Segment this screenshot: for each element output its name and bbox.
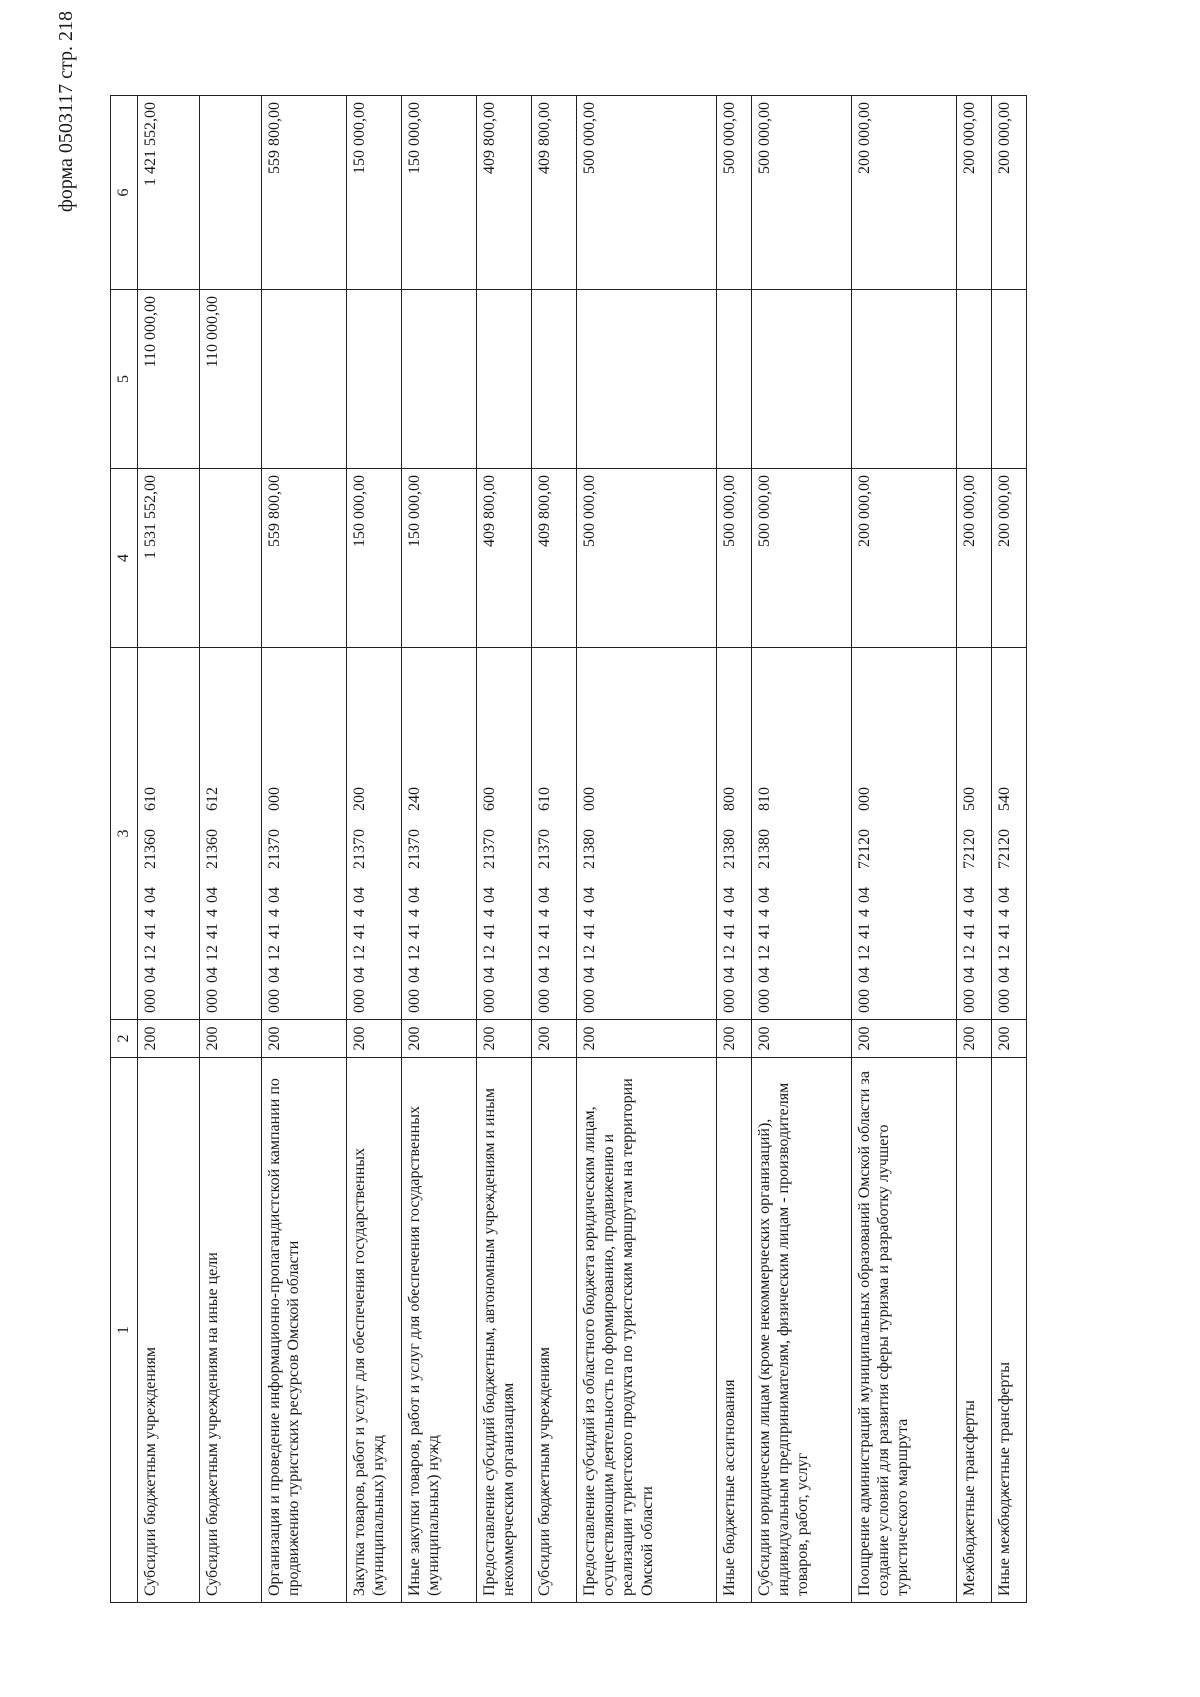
- row-remaining: 150 000,00: [347, 96, 402, 290]
- row-name: Предоставление субсидий бюджетным, автономным учреждениям и иным некоммерческим организациям: [477, 1058, 532, 1603]
- budget-table: [110, 95, 1027, 1603]
- table-row: [477, 96, 532, 1603]
- row-executed: [717, 290, 752, 469]
- table-row: [532, 96, 577, 1603]
- row-remaining: [200, 96, 262, 290]
- row-budget-code: 000 04 12 41 4 04 21370 610: [532, 648, 577, 1020]
- row-executed: [957, 290, 992, 469]
- row-approved: 409 800,00: [477, 469, 532, 648]
- row-remaining: 200 000,00: [957, 96, 992, 290]
- table-row: [200, 96, 262, 1603]
- row-name: Субсидии бюджетным учреждениям на иные цели: [200, 1058, 262, 1603]
- row-name: Иные межбюджетные трансферты: [992, 1058, 1027, 1603]
- row-line-code: 200: [347, 1020, 402, 1058]
- row-remaining: 409 800,00: [477, 96, 532, 290]
- header-cell-4: 4: [111, 469, 138, 648]
- table-row: [402, 96, 477, 1603]
- row-approved: 500 000,00: [577, 469, 717, 648]
- row-approved: 200 000,00: [992, 469, 1027, 648]
- row-budget-code: 000 04 12 41 4 04 21380 800: [717, 648, 752, 1020]
- row-executed: [752, 290, 852, 469]
- row-budget-code: 000 04 12 41 4 04 21370 240: [402, 648, 477, 1020]
- row-line-code: 200: [262, 1020, 347, 1058]
- row-executed: [477, 290, 532, 469]
- table-row: [138, 96, 200, 1603]
- row-budget-code: 000 04 12 41 4 04 72120 500: [957, 648, 992, 1020]
- table-row: [957, 96, 992, 1603]
- rotated-page: [55, 11, 1120, 1603]
- row-remaining: 200 000,00: [992, 96, 1027, 290]
- table-row: [717, 96, 752, 1603]
- header-cell-3: 3: [111, 648, 138, 1020]
- row-line-code: 200: [852, 1020, 957, 1058]
- table-row: [752, 96, 852, 1603]
- row-executed: [532, 290, 577, 469]
- row-budget-code: 000 04 12 41 4 04 72120 540: [992, 648, 1027, 1020]
- header-cell-5: 5: [111, 290, 138, 469]
- row-budget-code: 000 04 12 41 4 04 21360 610: [138, 648, 200, 1020]
- header-cell-1: 1: [111, 1058, 138, 1603]
- row-line-code: 200: [992, 1020, 1027, 1058]
- row-approved: 500 000,00: [752, 469, 852, 648]
- row-executed: [402, 290, 477, 469]
- row-name: Субсидии юридическим лицам (кроме некоммерческих организаций), индивидуальным предпринимателям, физическим лицам - производителям товаров, работ, услуг: [752, 1058, 852, 1603]
- row-line-code: 200: [138, 1020, 200, 1058]
- row-name: Закупка товаров, работ и услуг для обеспечения государственных (муниципальных) нужд: [347, 1058, 402, 1603]
- header-cell-2: 2: [111, 1020, 138, 1058]
- header-cell-6: 6: [111, 96, 138, 290]
- row-approved: 200 000,00: [957, 469, 992, 648]
- row-name: Организация и проведение информационно-пропагандистской кампании по продвижению туристских ресурсов Омской области: [262, 1058, 347, 1603]
- row-executed: 110 000,00: [200, 290, 262, 469]
- row-remaining: 1 421 552,00: [138, 96, 200, 290]
- row-line-code: 200: [200, 1020, 262, 1058]
- row-line-code: 200: [752, 1020, 852, 1058]
- table-row: [262, 96, 347, 1603]
- table-row: [992, 96, 1027, 1603]
- row-budget-code: 000 04 12 41 4 04 72120 000: [852, 648, 957, 1020]
- row-budget-code: 000 04 12 41 4 04 21370 600: [477, 648, 532, 1020]
- row-budget-code: 000 04 12 41 4 04 21380 810: [752, 648, 852, 1020]
- row-name: Субсидии бюджетным учреждениям: [532, 1058, 577, 1603]
- row-approved: 409 800,00: [532, 469, 577, 648]
- row-approved: [200, 469, 262, 648]
- row-line-code: 200: [532, 1020, 577, 1058]
- row-executed: [852, 290, 957, 469]
- row-remaining: 200 000,00: [852, 96, 957, 290]
- row-line-code: 200: [577, 1020, 717, 1058]
- row-name: Иные закупки товаров, работ и услуг для обеспечения государственных (муниципальных) нужд: [402, 1058, 477, 1603]
- row-name: Субсидии бюджетным учреждениям: [138, 1058, 200, 1603]
- row-budget-code: 000 04 12 41 4 04 21380 000: [577, 648, 717, 1020]
- row-line-code: 200: [957, 1020, 992, 1058]
- row-name: Поощрение администраций муниципальных образований Омской области за создание условий для развития сферы туризма и разработку лучшего туристического маршрута: [852, 1058, 957, 1603]
- row-budget-code: 000 04 12 41 4 04 21370 200: [347, 648, 402, 1020]
- form-caption: форма 0503117 стр. 218: [55, 11, 77, 213]
- row-line-code: 200: [402, 1020, 477, 1058]
- table-row: [852, 96, 957, 1603]
- row-line-code: 200: [477, 1020, 532, 1058]
- row-name: Иные бюджетные ассигнования: [717, 1058, 752, 1603]
- row-approved: 500 000,00: [717, 469, 752, 648]
- row-name: Предоставление субсидий из областного бюджета юридическим лицам, осуществляющим деятельность по формированию, продвижению и реализации туристского продукта по туристским маршрутам на территории Омской области: [577, 1058, 717, 1603]
- row-remaining: 500 000,00: [717, 96, 752, 290]
- row-executed: [992, 290, 1027, 469]
- row-approved: 1 531 552,00: [138, 469, 200, 648]
- row-executed: [347, 290, 402, 469]
- row-budget-code: 000 04 12 41 4 04 21360 612: [200, 648, 262, 1020]
- row-remaining: 409 800,00: [532, 96, 577, 290]
- row-approved: 150 000,00: [402, 469, 477, 648]
- row-line-code: 200: [717, 1020, 752, 1058]
- row-executed: 110 000,00: [138, 290, 200, 469]
- row-approved: 150 000,00: [347, 469, 402, 648]
- row-remaining: 150 000,00: [402, 96, 477, 290]
- row-executed: [262, 290, 347, 469]
- row-remaining: 500 000,00: [577, 96, 717, 290]
- row-budget-code: 000 04 12 41 4 04 21370 000: [262, 648, 347, 1020]
- table-row: [347, 96, 402, 1603]
- row-remaining: 559 800,00: [262, 96, 347, 290]
- header-row: [111, 96, 138, 1603]
- row-executed: [577, 290, 717, 469]
- table-row: [577, 96, 717, 1603]
- row-remaining: 500 000,00: [752, 96, 852, 290]
- row-approved: 200 000,00: [852, 469, 957, 648]
- row-approved: 559 800,00: [262, 469, 347, 648]
- row-name: Межбюджетные трансферты: [957, 1058, 992, 1603]
